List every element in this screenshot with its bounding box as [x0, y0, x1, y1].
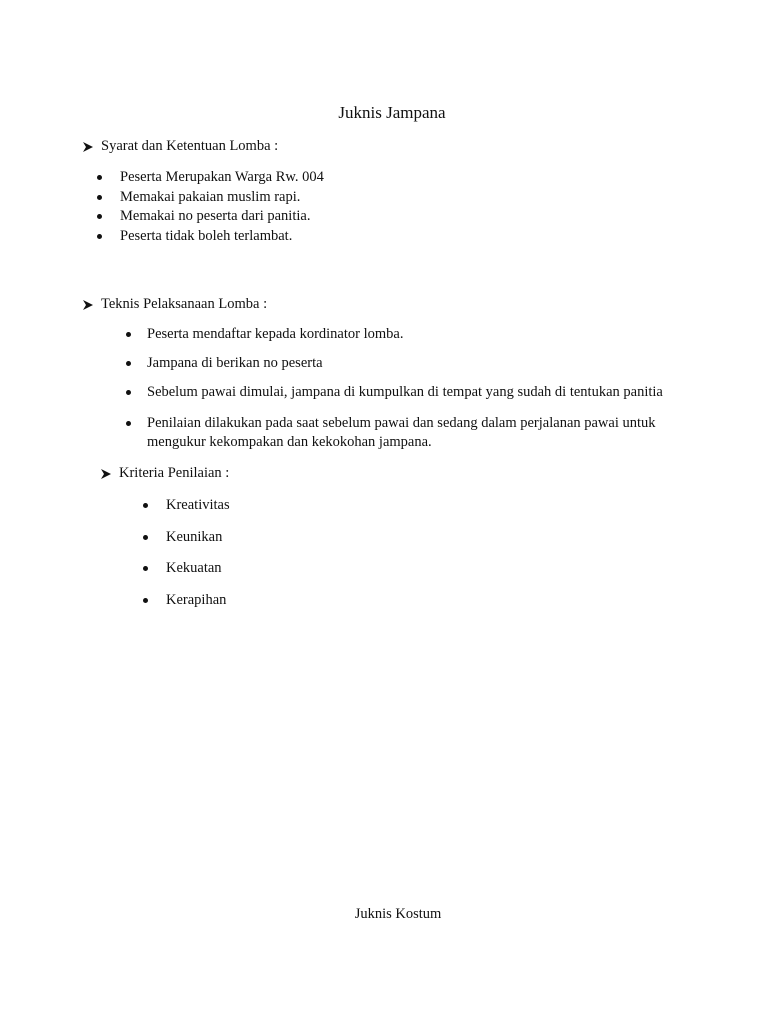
list-item: Memakai no peserta dari panitia.: [120, 207, 324, 227]
list-item: Peserta tidak boleh terlambat.: [120, 227, 324, 247]
list-item: Keunikan: [166, 528, 230, 547]
list-item: Peserta Merupakan Warga Rw. 004: [120, 168, 324, 188]
list-item: Kerapihan: [166, 591, 230, 610]
list-item: Memakai pakaian muslim rapi.: [120, 188, 324, 208]
kriteria-list: [166, 496, 230, 610]
list-item: Kekuatan: [166, 559, 230, 578]
section-heading-syarat: [82, 138, 278, 155]
round-bullet-icon: [126, 361, 131, 366]
round-bullet-icon: [97, 214, 102, 219]
arrowhead-bullet-icon: [100, 468, 112, 480]
list-item: Sebelum pawai dimulai, jampana di kumpulkan di tempat yang sudah di tentukan panitia: [147, 383, 707, 402]
teknis-list: [147, 325, 707, 452]
round-bullet-icon: [143, 598, 148, 603]
round-bullet-icon: [143, 503, 148, 508]
syarat-list: [120, 168, 324, 247]
next-section-title: Juknis Kostum: [354, 906, 442, 922]
list-item: Peserta mendaftar kepada kordinator lomba.: [147, 325, 707, 344]
list-item: Penilaian dilakukan pada saat sebelum pawai dan sedang dalam perjalanan pawai untuk mengukur kekompakan dan kekokohan jampana.: [147, 414, 702, 452]
section-heading-label: Kriteria Penilaian :: [119, 465, 230, 481]
list-item: Jampana di berikan no peserta: [147, 354, 707, 373]
section-heading-label: Teknis Pelaksanaan Lomba :: [101, 296, 268, 312]
section-heading-kriteria: [100, 465, 229, 482]
round-bullet-icon: [143, 535, 148, 540]
round-bullet-icon: [143, 566, 148, 571]
round-bullet-icon: [126, 421, 131, 426]
page-title: Juknis Jampana: [338, 103, 446, 122]
arrowhead-bullet-icon: [82, 141, 94, 153]
round-bullet-icon: [97, 195, 102, 200]
section-heading-label: Syarat dan Ketentuan Lomba :: [101, 138, 279, 154]
round-bullet-icon: [97, 234, 102, 239]
round-bullet-icon: [97, 175, 102, 180]
arrowhead-bullet-icon: [82, 299, 94, 311]
round-bullet-icon: [126, 390, 131, 395]
list-item: Kreativitas: [166, 496, 230, 515]
section-heading-teknis: [82, 296, 267, 313]
round-bullet-icon: [126, 332, 131, 337]
